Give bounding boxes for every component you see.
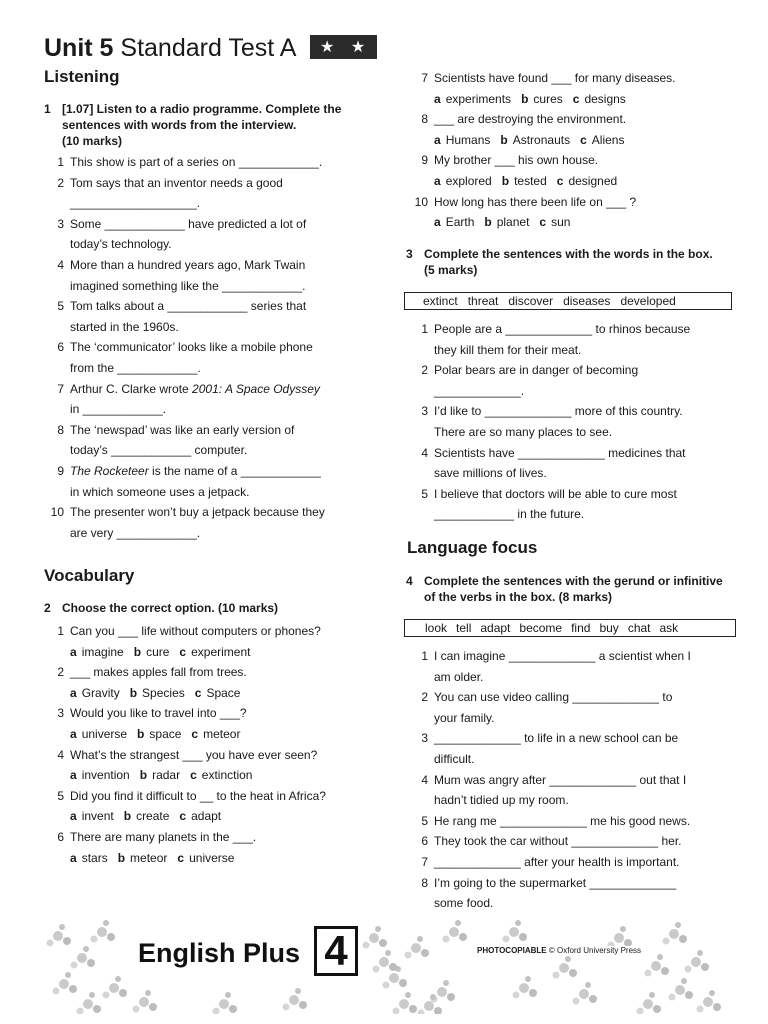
instruction-text: Complete the sentences with the gerund or infinitive of the verbs in the box. (8 marks) xyxy=(424,574,723,604)
item-number: 2 xyxy=(57,175,64,190)
question-number: 3 xyxy=(406,247,413,261)
test-title: Standard Test A xyxy=(120,34,296,62)
option-a[interactable]: Earth xyxy=(445,215,475,230)
item-text: Tom talks about a ____________ series that xyxy=(70,299,307,314)
word-box-item: chat xyxy=(627,621,651,635)
word-box-item: find xyxy=(571,621,591,635)
list-item xyxy=(48,621,368,642)
option-a[interactable]: Gravity xyxy=(81,685,120,700)
item-number: 1 xyxy=(57,624,64,638)
word-box xyxy=(404,292,732,310)
option-c[interactable]: adapt xyxy=(191,809,222,824)
list-item xyxy=(412,109,732,130)
option-c[interactable]: sun xyxy=(551,215,571,230)
item-text: imagined something like the ____________. xyxy=(70,278,306,293)
level-number-logo: 4 xyxy=(314,926,358,976)
option-c[interactable]: designs xyxy=(584,91,626,106)
item-number: 4 xyxy=(421,445,428,460)
book-title: 2001: A Space Odyssey xyxy=(192,381,320,396)
item-text: _____________ to life in a new school can be xyxy=(434,731,679,746)
word-box-item: buy xyxy=(599,621,619,635)
item-text: The presenter won’t buy a jetpack because they xyxy=(70,505,325,520)
question-number: 4 xyxy=(406,574,413,588)
list-item xyxy=(412,319,732,360)
list-item xyxy=(412,852,732,873)
option-b[interactable]: Astronauts xyxy=(512,132,571,147)
item-number: 6 xyxy=(57,829,64,844)
options-row: a invent b create c adapt xyxy=(70,809,222,824)
item-text: More than a hundred years ago, Mark Twain xyxy=(70,257,306,272)
item-text: today’s technology. xyxy=(70,237,172,252)
item-text: He rang me _____________ me his good news. xyxy=(434,813,691,828)
options-row: a stars b meteor c universe xyxy=(70,850,235,865)
item-text: Tom says that an inventor needs a good xyxy=(70,175,283,190)
option-c[interactable]: experiment xyxy=(191,644,251,659)
question-2-instruction xyxy=(44,600,364,616)
option-c[interactable]: extinction xyxy=(201,768,253,783)
question-number: 1 xyxy=(44,102,51,116)
option-c[interactable]: Space xyxy=(206,685,241,700)
list-item xyxy=(412,831,732,852)
item-text: I believe that doctors will be able to cure most xyxy=(434,486,677,501)
option-a[interactable]: explored xyxy=(445,173,492,188)
item-text: _____________. xyxy=(434,383,525,398)
word-box-item: diseases xyxy=(563,294,611,308)
option-b[interactable]: tested xyxy=(514,173,547,188)
item-text: They took the car without _____________ her. xyxy=(434,834,682,849)
question-1-list xyxy=(48,152,368,543)
item-number: 4 xyxy=(57,747,64,762)
options-row: a Gravity b Species c Space xyxy=(70,685,241,700)
list-item xyxy=(48,255,368,296)
item-text: Would you like to travel into ___? xyxy=(70,706,247,721)
item-number: 5 xyxy=(421,486,428,501)
item-text: Scientists have _____________ medicines that xyxy=(434,445,686,460)
option-a[interactable]: Humans xyxy=(445,132,491,147)
item-number: 9 xyxy=(421,153,428,168)
item-text: ___ makes apples fall from trees. xyxy=(70,665,247,680)
item-text: There are so many places to see. xyxy=(434,424,613,439)
level-stars-badge: ★ ★ xyxy=(310,35,377,59)
item-text: your family. xyxy=(434,710,495,725)
options-row: a universe b space c meteor xyxy=(70,726,241,741)
film-title: The Rocketeer xyxy=(70,463,149,478)
item-number: 8 xyxy=(421,875,428,890)
item-text: I can imagine _____________ a scientist when I xyxy=(434,649,691,663)
option-b[interactable]: Species xyxy=(142,685,185,700)
item-text: am older. xyxy=(434,669,484,684)
list-item xyxy=(412,443,732,484)
item-text: are very ____________. xyxy=(70,525,201,540)
question-4-list xyxy=(412,646,732,914)
list-item xyxy=(48,296,368,337)
item-text: This show is part of a series on ____________. xyxy=(70,155,323,169)
item-text: ____________ in the future. xyxy=(434,507,585,522)
question-4-instruction xyxy=(406,573,726,605)
item-text: Did you find it difficult to __ to the heat in Africa? xyxy=(70,788,326,803)
item-text: is the name of a ____________ xyxy=(148,463,321,478)
item-text: hadn’t tidied up my room. xyxy=(434,793,569,808)
item-text: Mum was angry after _____________ out that I xyxy=(434,772,687,787)
options-row: a experiments b cures c designs xyxy=(434,91,626,106)
item-text: difficult. xyxy=(434,751,475,766)
item-text: I’d like to _____________ more of this country. xyxy=(434,404,683,419)
option-b[interactable]: space xyxy=(149,726,182,741)
word-box-item: discover xyxy=(508,294,554,308)
option-b[interactable]: cures xyxy=(533,91,563,106)
option-b[interactable]: create xyxy=(136,809,170,824)
page-title xyxy=(44,34,377,63)
item-text: _____________ after your health is important. xyxy=(434,854,680,869)
item-number: 5 xyxy=(421,813,428,828)
list-item xyxy=(412,68,732,89)
option-b[interactable]: meteor xyxy=(130,850,168,865)
item-number: 8 xyxy=(57,422,64,437)
instruction-text: Choose the correct option. (10 marks) xyxy=(62,601,279,615)
item-text: they kill them for their meat. xyxy=(434,342,582,357)
item-number: 4 xyxy=(57,257,64,272)
item-text: Arthur C. Clarke wrote xyxy=(70,381,193,396)
list-item xyxy=(412,873,732,914)
list-item xyxy=(48,173,368,214)
list-item xyxy=(412,192,732,213)
publisher-label: © Oxford University Press xyxy=(548,946,642,955)
item-text: My brother ___ his own house. xyxy=(434,153,599,168)
instruction-text: Complete the sentences with the words in the box. (5 marks) xyxy=(424,247,713,277)
options-row: a Earth b planet c sun xyxy=(434,215,571,230)
list-item xyxy=(48,420,368,461)
photocopiable-label: PHOTOCOPIABLE xyxy=(477,946,547,955)
item-number: 1 xyxy=(57,155,64,169)
item-text: started in the 1960s. xyxy=(70,319,179,334)
list-item xyxy=(48,379,368,420)
item-text: ___________________. xyxy=(70,196,201,211)
language-focus-heading: Language focus xyxy=(407,538,538,557)
question-2-list-part-1 xyxy=(48,621,368,868)
option-b[interactable]: planet xyxy=(496,215,530,230)
options-row: a invention b radar c extinction xyxy=(70,768,253,783)
item-text: Can you ___ life without computers or phones? xyxy=(70,624,321,638)
question-number: 2 xyxy=(44,601,51,615)
list-item xyxy=(48,662,368,683)
list-item xyxy=(412,646,732,687)
item-number: 2 xyxy=(57,665,64,680)
list-item xyxy=(412,401,732,442)
item-number: 1 xyxy=(421,322,428,336)
word-box-item: extinct xyxy=(423,294,458,308)
item-number: 2 xyxy=(421,363,428,378)
option-c[interactable]: universe xyxy=(189,850,235,865)
item-number: 3 xyxy=(57,706,64,721)
item-number: 7 xyxy=(421,71,428,85)
item-text: from the ____________. xyxy=(70,360,201,375)
list-item xyxy=(412,484,732,525)
item-text: Polar bears are in danger of becoming xyxy=(434,363,639,378)
item-text: I’m going to the supermarket _____________ xyxy=(434,875,677,890)
item-text: ___ are destroying the environment. xyxy=(434,112,627,127)
listening-heading: Listening xyxy=(44,67,120,86)
item-number: 6 xyxy=(421,834,428,849)
list-item xyxy=(412,687,732,728)
item-text: There are many planets in the ___. xyxy=(70,829,257,844)
item-text: in ____________. xyxy=(70,402,167,417)
question-3-list xyxy=(412,319,732,525)
item-text: save millions of lives. xyxy=(434,466,547,481)
option-a[interactable]: invent xyxy=(81,809,114,824)
item-number: 1 xyxy=(421,649,428,663)
item-number: 5 xyxy=(57,788,64,803)
item-number: 3 xyxy=(57,216,64,231)
list-item xyxy=(48,745,368,766)
option-a[interactable]: experiments xyxy=(445,91,512,106)
item-text: today’s ____________ computer. xyxy=(70,443,248,458)
item-text: How long has there been life on ___ ? xyxy=(434,194,637,209)
options-row: a imagine b cure c experiment xyxy=(70,644,251,659)
word-box-item: become xyxy=(519,621,563,635)
item-text: People are a _____________ to rhinos because xyxy=(434,322,691,336)
list-item xyxy=(48,703,368,724)
item-number: 5 xyxy=(57,299,64,314)
list-item xyxy=(412,770,732,811)
question-3-instruction xyxy=(406,246,726,278)
item-number: 10 xyxy=(414,194,428,209)
options-row: a Humans b Astronauts c Aliens xyxy=(434,132,625,147)
item-number: 8 xyxy=(421,112,428,127)
item-number: 7 xyxy=(421,854,428,869)
list-item xyxy=(48,461,368,502)
list-item xyxy=(48,214,368,255)
footer-banner xyxy=(44,918,724,1014)
item-text: The ‘newspad’ was like an early version of xyxy=(70,422,295,437)
option-c[interactable]: meteor xyxy=(203,726,241,741)
word-box-item: tell xyxy=(456,621,472,635)
item-text: some food. xyxy=(434,896,494,911)
item-text: Some ____________ have predicted a lot of xyxy=(70,216,307,231)
list-item xyxy=(412,811,732,832)
item-number: 3 xyxy=(421,731,428,746)
option-b[interactable]: radar xyxy=(152,768,181,783)
marks-label: (10 marks) xyxy=(62,134,123,148)
option-a[interactable]: invention xyxy=(81,768,130,783)
item-text: in which someone uses a jetpack. xyxy=(70,484,250,499)
instruction-text: [1.07] Listen to a radio programme. Complete the sentences with words from the interview. xyxy=(62,102,342,132)
word-box-item: look xyxy=(425,621,448,635)
item-number: 9 xyxy=(57,463,64,478)
option-c[interactable]: designed xyxy=(568,173,618,188)
option-a[interactable]: universe xyxy=(81,726,128,741)
list-item xyxy=(48,337,368,378)
option-b[interactable]: cure xyxy=(146,644,170,659)
item-text: What’s the strangest ___ you have ever seen? xyxy=(70,747,318,762)
item-number: 3 xyxy=(421,404,428,419)
word-box xyxy=(404,619,736,637)
item-number: 6 xyxy=(57,340,64,355)
english-plus-logo: English Plus xyxy=(134,938,304,969)
list-item xyxy=(48,502,368,543)
item-number: 4 xyxy=(421,772,428,787)
word-box-item: developed xyxy=(620,294,676,308)
option-a[interactable]: stars xyxy=(81,850,108,865)
word-box-item: adapt xyxy=(480,621,511,635)
list-item xyxy=(48,827,368,848)
word-box-item: threat xyxy=(467,294,499,308)
item-text: Scientists have found ___ for many diseases. xyxy=(434,71,676,85)
question-1-instruction xyxy=(44,101,349,149)
item-number: 2 xyxy=(421,690,428,705)
item-number: 7 xyxy=(57,381,64,396)
list-item xyxy=(48,786,368,807)
list-item xyxy=(412,150,732,171)
question-2-list-part-2 xyxy=(412,68,732,233)
vocabulary-heading: Vocabulary xyxy=(44,566,135,585)
item-text: You can use video calling _____________ to xyxy=(434,690,673,705)
option-a[interactable]: imagine xyxy=(81,644,124,659)
copyright-notice xyxy=(474,946,644,955)
word-box-item: ask xyxy=(659,621,679,635)
list-item xyxy=(412,728,732,769)
options-row: a explored b tested c designed xyxy=(434,173,618,188)
option-c[interactable]: Aliens xyxy=(591,132,625,147)
item-number: 10 xyxy=(50,505,64,520)
list-item xyxy=(48,152,368,173)
item-text: The ‘communicator’ looks like a mobile phone xyxy=(70,340,313,355)
unit-label: Unit 5 xyxy=(44,34,114,62)
list-item xyxy=(412,360,732,401)
